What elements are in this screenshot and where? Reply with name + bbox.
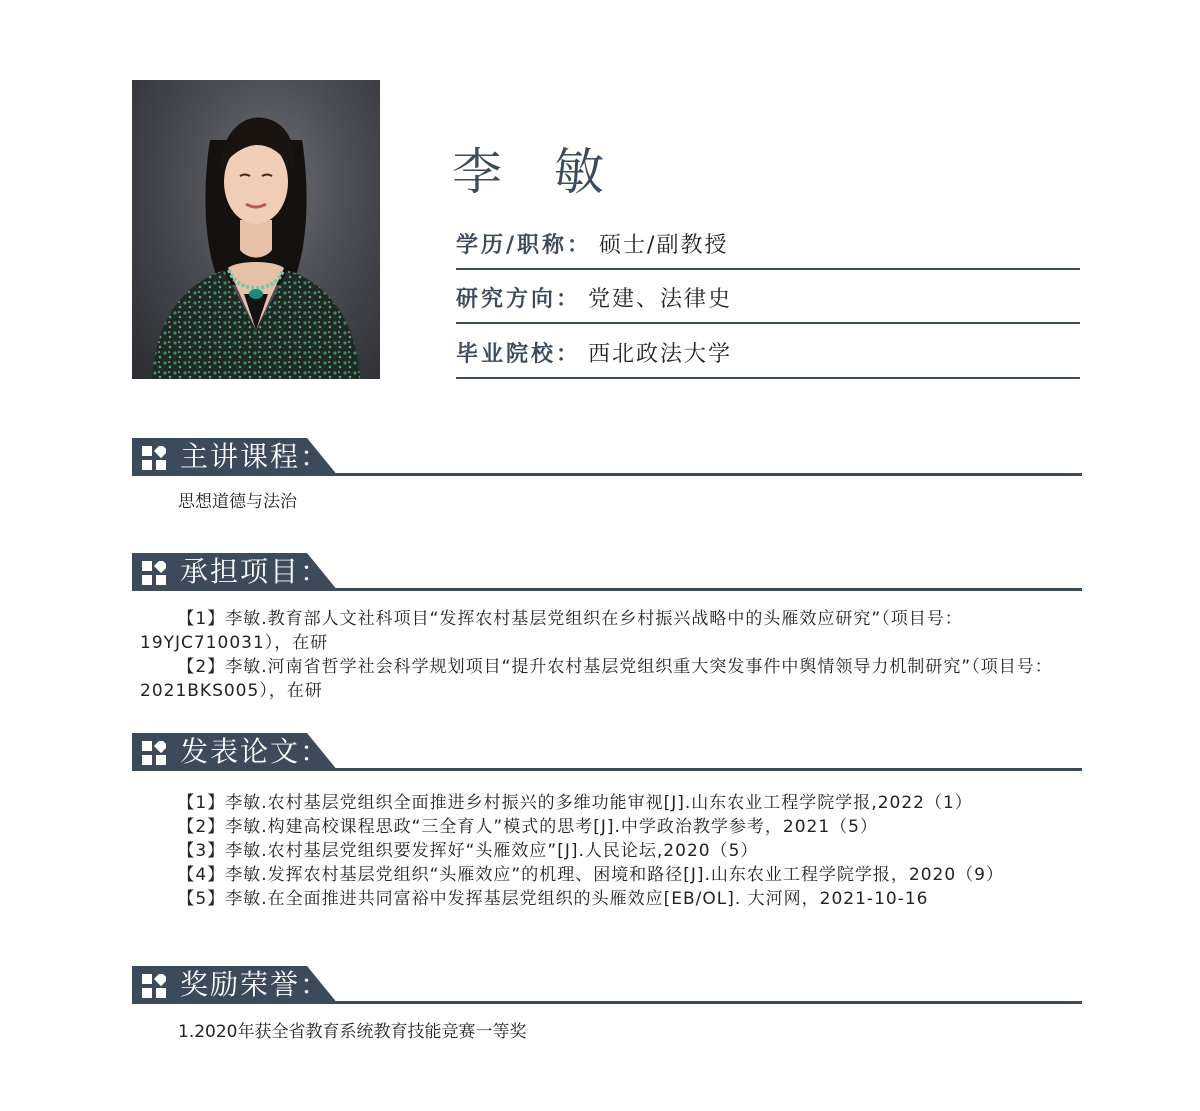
grid-icon bbox=[142, 741, 166, 765]
project-item: 【1】李敏.教育部人文社科项目“发挥农村基层党组织在乡村振兴战略中的头雁效应研究”（项目号：19YJC710031），在研 bbox=[140, 609, 963, 653]
section-header-papers bbox=[132, 733, 1082, 773]
section-divider bbox=[332, 768, 1082, 771]
papers-list bbox=[140, 791, 1082, 911]
paper-item: 【4】李敏.发挥农村基层党组织“头雁效应”的机理、困境和路径[J].山东农业工程学院学报，2020（9） bbox=[177, 865, 1004, 885]
info-row-education bbox=[456, 228, 1080, 270]
grid-icon bbox=[142, 561, 166, 585]
section-title: 奖励荣誉： bbox=[180, 968, 331, 1001]
section-divider bbox=[332, 1001, 1082, 1004]
info-row-research bbox=[456, 282, 1080, 324]
project-item: 【2】李敏.河南省哲学社会科学规划项目“提升农村基层党组织重大突发事件中舆情领导力机制研究”（项目号：2021BKS005），在研 bbox=[140, 657, 1053, 701]
section-title: 主讲课程： bbox=[180, 440, 331, 473]
projects-list bbox=[140, 607, 1082, 703]
section-title: 发表论文： bbox=[180, 735, 331, 768]
person-portrait bbox=[132, 80, 380, 379]
section-header-courses bbox=[132, 438, 1082, 478]
paper-item: 【1】李敏.农村基层党组织全面推进乡村振兴的多维功能审视[J].山东农业工程学院学报,2022（1） bbox=[177, 793, 973, 813]
section-divider bbox=[332, 473, 1082, 476]
course-item: 思想道德与法治 bbox=[178, 492, 297, 512]
section-header-awards bbox=[132, 966, 1082, 1006]
info-row-graduated bbox=[456, 337, 1080, 379]
info-label: 研究方向： bbox=[456, 287, 582, 312]
info-label: 毕业院校： bbox=[456, 342, 582, 367]
grid-icon bbox=[142, 974, 166, 998]
section-title: 承担项目： bbox=[180, 555, 331, 588]
info-value: 西北政法大学 bbox=[588, 342, 733, 367]
section-divider bbox=[332, 588, 1082, 591]
award-item: 1.2020年获全省教育系统教育技能竞赛一等奖 bbox=[178, 1022, 527, 1042]
profile-photo bbox=[132, 80, 380, 379]
paper-item: 【3】李敏.农村基层党组织要发挥好“头雁效应”[J].人民论坛,2020（5） bbox=[177, 841, 759, 861]
section-header-projects bbox=[132, 553, 1082, 593]
grid-icon bbox=[142, 446, 166, 470]
info-value: 党建、法律史 bbox=[588, 287, 733, 312]
person-name: 李 敏 bbox=[452, 143, 622, 201]
paper-item: 【2】李敏.构建高校课程思政“三全育人”模式的思考[J].中学政治教学参考，2021（5） bbox=[177, 817, 878, 837]
info-value: 硕士/副教授 bbox=[599, 233, 729, 258]
paper-item: 【5】李敏.在全面推进共同富裕中发挥基层党组织的头雁效应[EB/OL]. 大河网，2021-10-16 bbox=[177, 889, 929, 909]
info-label: 学历/职称： bbox=[456, 233, 593, 258]
